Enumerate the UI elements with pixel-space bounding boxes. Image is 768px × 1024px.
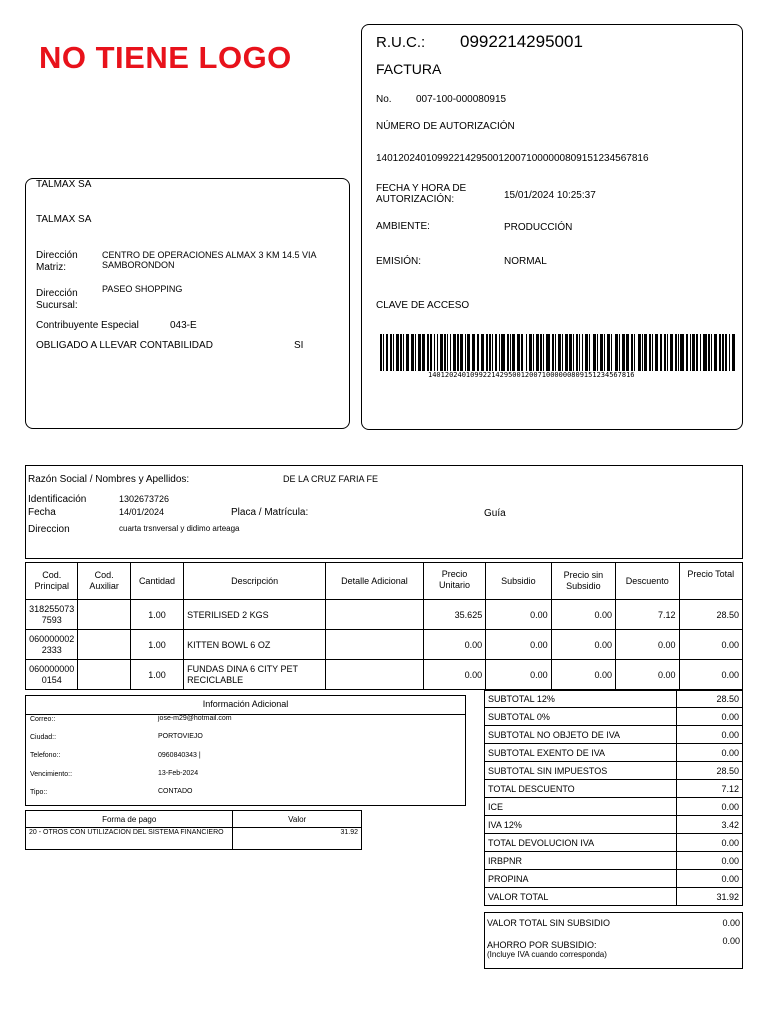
accounting-obligation-value: SI xyxy=(294,340,304,351)
cod-auxiliar-cell xyxy=(78,600,130,630)
totals-label: IRBPNR xyxy=(485,852,677,870)
quantity-cell: 1.00 xyxy=(130,600,183,630)
header-precio-total: Precio Total xyxy=(679,563,743,600)
client-id-value: 1302673726 xyxy=(119,494,170,504)
info-value: 13-Feb-2024 xyxy=(158,770,199,777)
info-label: Ciudad:: xyxy=(30,734,57,741)
totals-row xyxy=(485,798,743,816)
client-name-value: DE LA CRUZ FARIA FE xyxy=(283,474,379,484)
discount-cell: 0.00 xyxy=(616,630,679,660)
header-precio-sin-subsidio: Precio sin Subsidio xyxy=(551,563,615,600)
authorization-number: 1401202401099221429500120071000000809151234567816 xyxy=(376,153,649,164)
price-no-subsidy-cell: 0.00 xyxy=(551,600,615,630)
logo-text: NO TIENE LOGO xyxy=(39,40,292,75)
totals-value: 0.00 xyxy=(677,798,743,816)
info-label: Vencimiento:: xyxy=(30,771,73,778)
client-address-label: Direccion xyxy=(28,524,70,535)
price-no-subsidy-cell: 0.00 xyxy=(551,630,615,660)
totals-value: 31.92 xyxy=(677,888,743,906)
total-price-cell: 0.00 xyxy=(679,660,743,690)
totals-row xyxy=(485,762,743,780)
header-precio-unitario: Precio Unitario xyxy=(423,563,485,600)
header-cod-auxiliar: Cod. Auxiliar xyxy=(78,563,130,600)
matriz-address-value: CENTRO DE OPERACIONES ALMAX 3 KM 14.5 VIA SAMBORONDON xyxy=(102,250,317,270)
description-cell: FUNDAS DINA 6 CITY PET RECICLABLE xyxy=(184,660,326,690)
totals-value: 0.00 xyxy=(677,744,743,762)
client-address-value: cuarta trsnversal y didimo arteaga xyxy=(119,524,240,533)
matriz-address-label: Dirección Matriz: xyxy=(36,250,78,273)
header-descuento: Descuento xyxy=(616,563,679,600)
totals-value: 28.50 xyxy=(677,691,743,708)
ambiente-value: PRODUCCIÓN xyxy=(504,222,573,233)
totals-row xyxy=(485,691,743,708)
emitter-name: TALMAX SA xyxy=(36,214,92,225)
totals-row xyxy=(485,870,743,888)
cod-principal-cell xyxy=(26,600,78,630)
totals-label: SUBTOTAL NO OBJETO DE IVA xyxy=(485,726,677,744)
guia-label: Guía xyxy=(484,508,506,519)
branch-address-label: Dirección Sucursal: xyxy=(36,288,78,311)
total-without-subsidy-value: 0.00 xyxy=(722,918,740,928)
cod-principal-cell xyxy=(26,630,78,660)
subsidy-cell: 0.00 xyxy=(486,660,551,690)
auth-datetime-label: FECHA Y HORA DE AUTORIZACIÓN: xyxy=(376,183,467,205)
cod-principal-cell xyxy=(26,660,78,690)
price-no-subsidy-cell: 0.00 xyxy=(551,660,615,690)
detail-cell xyxy=(326,600,424,630)
barcode-text: 1401202401099221429500120071000000809151234567816 xyxy=(428,371,635,379)
totals-row xyxy=(485,888,743,906)
totals-row xyxy=(485,780,743,798)
totals-label: TOTAL DESCUENTO xyxy=(485,780,677,798)
detail-cell xyxy=(326,630,424,660)
unit-price-cell: 0.00 xyxy=(423,630,485,660)
items-table xyxy=(25,562,743,690)
plate-label: Placa / Matrícula: xyxy=(231,507,309,518)
info-value: CONTADO xyxy=(158,788,193,795)
totals-label: VALOR TOTAL xyxy=(485,888,677,906)
totals-label: TOTAL DEVOLUCION IVA xyxy=(485,834,677,852)
subsidy-savings-value: 0.00 xyxy=(722,936,740,946)
table-row xyxy=(26,660,743,690)
unit-price-cell: 0.00 xyxy=(423,660,485,690)
totals-row xyxy=(485,744,743,762)
description-cell: KITTEN BOWL 6 OZ xyxy=(184,630,326,660)
totals-value: 0.00 xyxy=(677,834,743,852)
ruc-label: R.U.C.: xyxy=(376,34,426,51)
subsidy-savings-label: AHORRO POR SUBSIDIO: xyxy=(487,940,597,950)
client-date-value: 14/01/2024 xyxy=(119,507,165,517)
cod-auxiliar-cell xyxy=(78,660,130,690)
barcode-bar xyxy=(735,334,736,371)
table-row xyxy=(26,600,743,630)
total-price-cell: 0.00 xyxy=(679,630,743,660)
totals-value: 0.00 xyxy=(677,708,743,726)
header-descripcion: Descripción xyxy=(184,563,326,600)
document-type: FACTURA xyxy=(376,61,442,77)
code-line: 060000000 xyxy=(29,663,75,674)
subsidy-cell: 0.00 xyxy=(486,630,551,660)
header-detalle-adicional: Detalle Adicional xyxy=(326,563,424,600)
totals-label: IVA 12% xyxy=(485,816,677,834)
quantity-cell: 1.00 xyxy=(130,630,183,660)
discount-cell: 0.00 xyxy=(616,660,679,690)
total-price-cell: 28.50 xyxy=(679,600,743,630)
access-key-label: CLAVE DE ACCESO xyxy=(376,300,470,311)
totals-table xyxy=(484,690,743,906)
totals-label: ICE xyxy=(485,798,677,816)
description-cell: STERILISED 2 KGS xyxy=(184,600,326,630)
totals-value: 0.00 xyxy=(677,726,743,744)
client-date-label: Fecha xyxy=(28,507,56,518)
totals-row xyxy=(485,816,743,834)
code-line: 0154 xyxy=(41,674,62,685)
subsidy-savings-note: (Incluye IVA cuando corresponda) xyxy=(487,950,607,959)
accounting-obligation-label: OBLIGADO A LLEVAR CONTABILIDAD xyxy=(36,340,213,351)
ruc-value: 0992214295001 xyxy=(460,32,583,51)
subsidy-cell: 0.00 xyxy=(486,600,551,630)
totals-value: 3.42 xyxy=(677,816,743,834)
info-value: PORTOVIEJO xyxy=(158,733,203,740)
additional-info-box xyxy=(25,695,466,806)
totals-value: 7.12 xyxy=(677,780,743,798)
additional-info-title: Información Adicional xyxy=(202,699,289,709)
discount-cell: 7.12 xyxy=(616,600,679,630)
emision-value: NORMAL xyxy=(504,256,547,267)
totals-value: 28.50 xyxy=(677,762,743,780)
total-without-subsidy-label: VALOR TOTAL SIN SUBSIDIO xyxy=(487,918,611,928)
totals-value: 0.00 xyxy=(677,870,743,888)
table-row xyxy=(26,630,743,660)
quantity-cell: 1.00 xyxy=(130,660,183,690)
detail-cell xyxy=(326,660,424,690)
emision-label: EMISIÓN: xyxy=(376,256,422,267)
totals-value: 0.00 xyxy=(677,852,743,870)
code-line: 2333 xyxy=(41,644,62,655)
code-line: 318255073 xyxy=(29,603,75,614)
unit-price-cell: 35.625 xyxy=(423,600,485,630)
payment-method-table xyxy=(25,810,362,850)
totals-label: PROPINA xyxy=(485,870,677,888)
info-value: jose-m29@hotmail.com xyxy=(158,715,232,722)
info-label: Tipo:: xyxy=(30,789,48,796)
info-value: 0960840343 | xyxy=(158,752,201,759)
payment-method-value: 20 - OTROS CON UTILIZACION DEL SISTEMA FINANCIERO xyxy=(26,828,233,850)
cod-auxiliar-cell xyxy=(78,630,130,660)
client-id-label: Identificación xyxy=(28,494,87,505)
totals-row xyxy=(485,852,743,870)
code-line: 060000002 xyxy=(29,633,75,644)
header-cod-principal: Cod. Principal xyxy=(26,563,78,600)
special-taxpayer-value: 043-E xyxy=(170,320,197,331)
additional-info-divider xyxy=(25,714,466,715)
totals-row xyxy=(485,834,743,852)
invoice-number-label: No. xyxy=(376,94,392,105)
totals-row xyxy=(485,708,743,726)
header-cantidad: Cantidad xyxy=(130,563,183,600)
auth-datetime-value: 15/01/2024 10:25:37 xyxy=(504,190,596,201)
branch-address-value: PASEO SHOPPING xyxy=(102,284,183,294)
totals-label: SUBTOTAL 0% xyxy=(485,708,677,726)
payment-value-header: Valor xyxy=(233,811,362,828)
authorization-label: NÚMERO DE AUTORIZACIÓN xyxy=(376,121,515,132)
header-subsidio: Subsidio xyxy=(486,563,551,600)
totals-label: SUBTOTAL SIN IMPUESTOS xyxy=(485,762,677,780)
totals-label: SUBTOTAL EXENTO DE IVA xyxy=(485,744,677,762)
invoice-number-value: 007-100-000080915 xyxy=(416,94,507,105)
info-label: Telefono:: xyxy=(30,752,61,759)
payment-method-header: Forma de pago xyxy=(26,811,233,828)
code-line: 7593 xyxy=(41,614,62,625)
payment-amount: 31.92 xyxy=(233,828,362,850)
totals-row xyxy=(485,726,743,744)
totals-label: SUBTOTAL 12% xyxy=(485,691,677,708)
info-label: Correo:: xyxy=(30,716,56,723)
ambiente-label: AMBIENTE: xyxy=(376,221,430,232)
client-name-label: Razón Social / Nombres y Apellidos: xyxy=(28,474,190,485)
emitter-razon-social: TALMAX SA xyxy=(36,179,92,190)
access-key-barcode xyxy=(380,334,736,371)
special-taxpayer-label: Contribuyente Especial xyxy=(36,320,139,331)
